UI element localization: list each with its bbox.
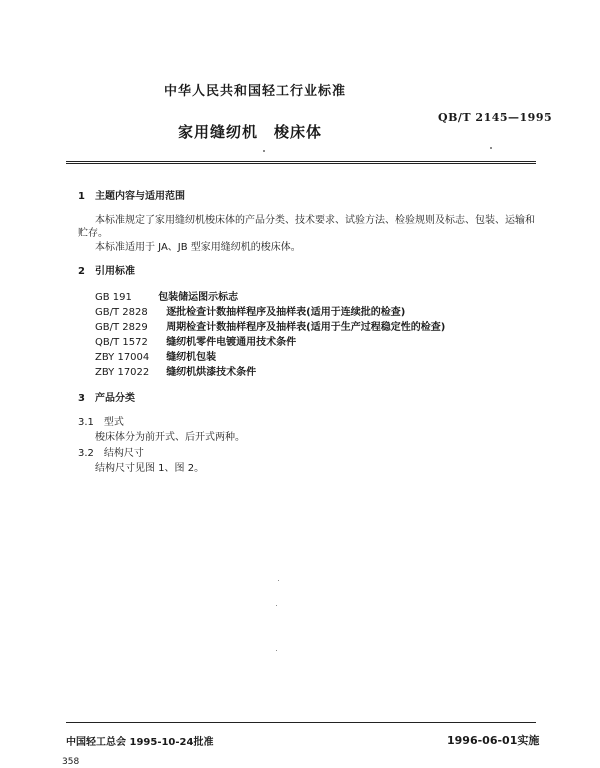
reference-item	[95, 303, 405, 318]
section-1-paragraph-2: 本标准适用于 JA、JB 型家用缝纫机的梭床体。	[95, 242, 301, 253]
section-3-heading: 3 产品分类	[78, 393, 135, 404]
section-2-heading: 2 引用标准	[78, 266, 135, 277]
issuing-authority-header: 中华人民共和国轻工行业标准	[163, 84, 346, 99]
reference-name: 缝纫机烘漆技术条件	[166, 367, 257, 378]
reference-item	[95, 348, 216, 363]
reference-item	[95, 288, 238, 303]
footer-rule	[66, 722, 536, 723]
document-title: 家用缝纫机 梭床体	[178, 123, 323, 141]
header-rule-top	[66, 161, 536, 162]
implementation-date: 1996-06-01实施	[447, 734, 540, 747]
reference-code: ZBY 17022	[95, 367, 150, 378]
reference-name: 缝纫机包装	[166, 352, 217, 363]
scan-speck	[263, 150, 265, 152]
standard-number-text: QB/T 2145—1995	[438, 111, 553, 124]
reference-code: QB/T 1572	[95, 337, 148, 348]
reference-item	[95, 363, 256, 378]
section-3-1-heading: 3.1 型式	[78, 417, 124, 428]
reference-code: ZBY 17004	[95, 352, 150, 363]
section-1-heading: 1 主题内容与适用范围	[78, 191, 185, 202]
section-1-paragraph-1-line-1: 本标准规定了家用缝纫机梭床体的产品分类、技术要求、试验方法、检验规则及标志、包装、运输和	[95, 215, 535, 226]
section-3-2-text: 结构尺寸见图 1、图 2。	[95, 463, 205, 474]
reference-name: 周期检查计数抽样程序及抽样表(适用于生产过程稳定性的检查)	[166, 322, 446, 333]
reference-name: 缝纫机零件电镀通用技术条件	[166, 337, 297, 348]
reference-name: 包装储运图示标志	[158, 292, 239, 303]
header-rule-bottom	[66, 163, 536, 164]
section-1-paragraph-1-line-2: 贮存。	[78, 228, 108, 239]
reference-name: 逐批检查计数抽样程序及抽样表(适用于连续批的检查)	[166, 307, 406, 318]
section-3-2-heading: 3.2 结构尺寸	[78, 448, 144, 459]
scan-speck	[278, 580, 279, 581]
scan-speck	[276, 605, 277, 606]
section-3-1-text: 梭床体分为前开式、后开式两种。	[95, 432, 245, 443]
approval-date: 中国轻工总会 1995-10-24批准	[66, 737, 214, 748]
reference-code: GB/T 2829	[95, 322, 148, 333]
scan-speck	[276, 650, 277, 651]
reference-code: GB/T 2828	[95, 307, 148, 318]
reference-item	[95, 318, 445, 333]
scan-speck	[490, 147, 492, 149]
reference-code: GB 191	[95, 292, 132, 303]
page-number: 358	[62, 757, 80, 767]
reference-item	[95, 333, 296, 348]
standard-number	[438, 111, 552, 124]
